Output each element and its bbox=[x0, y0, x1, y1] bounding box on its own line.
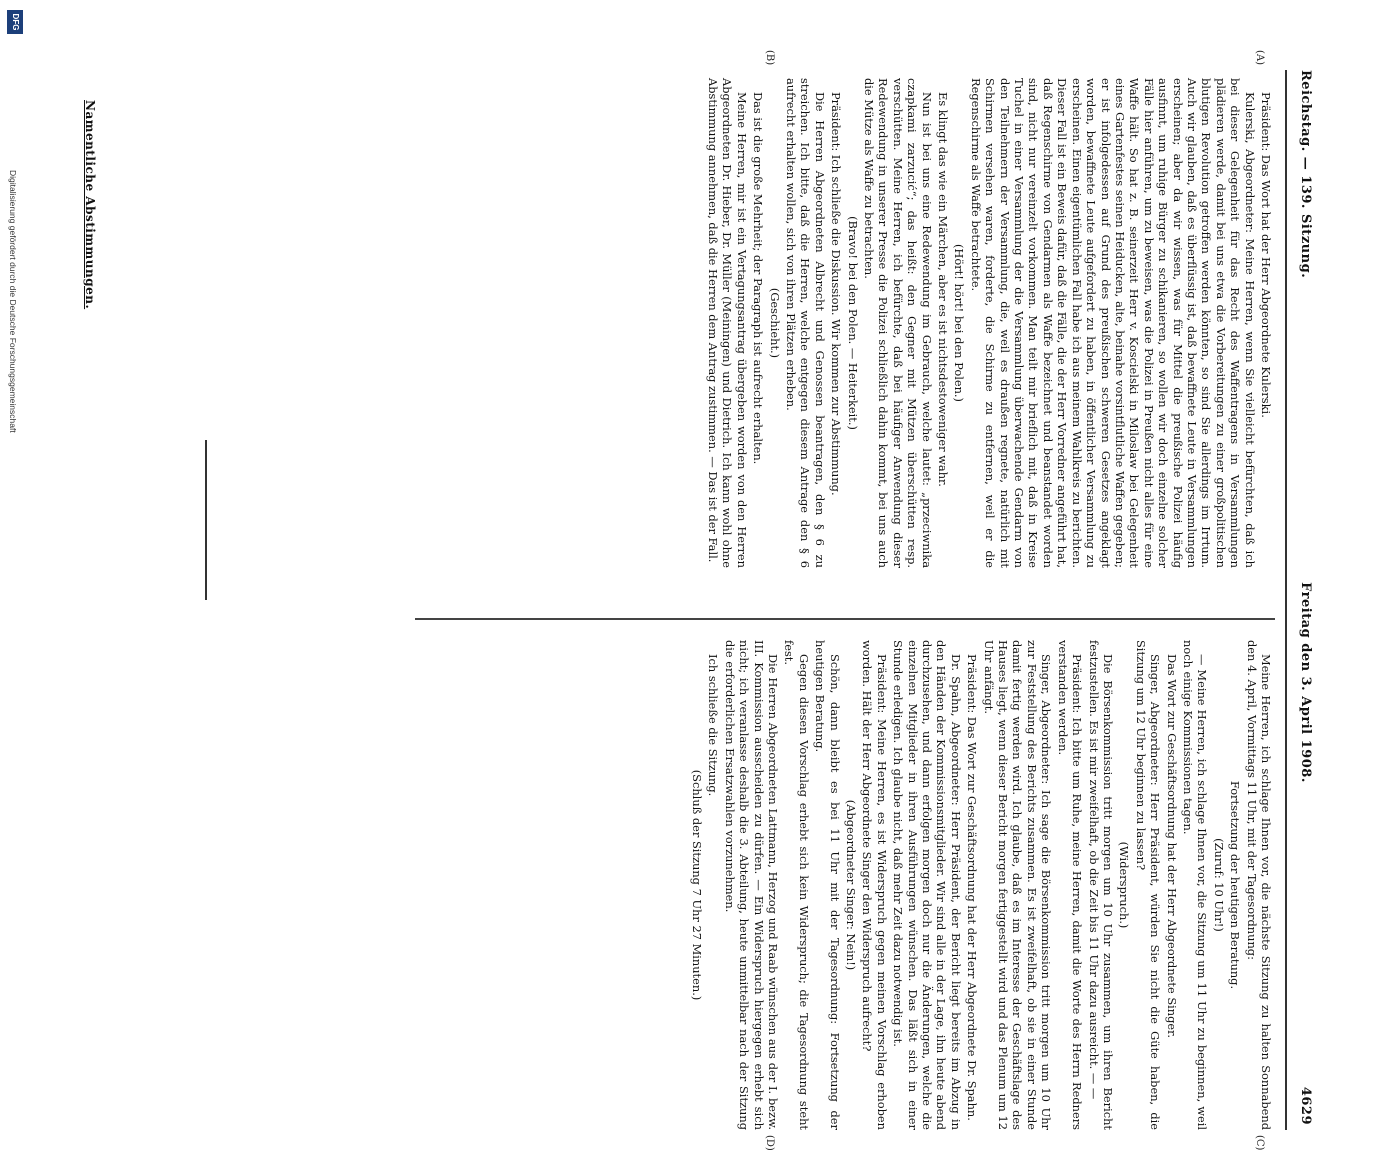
paragraph: Die Herren Abgeordneten Lattmann, Herzog und Raab wünschen aus der I. bezw. III. Kommission ausscheiden zu dürfen. — Ein Widerspruch hiergegen erhebt sich nicht; ich veranlasse deshalb die 3. Abteilung, heute unmittelbar nach der Sitzung die erforderlichen Ersatzwahlen vorzunehmen. bbox=[722, 640, 780, 1130]
interjection: (Widerspruch.) bbox=[1117, 841, 1132, 929]
paragraph: Das ist die große Mehrheit; der Paragraph ist aufrecht erhalten. bbox=[751, 92, 766, 465]
margin-mark-d: (D) bbox=[764, 1135, 775, 1151]
right-column bbox=[688, 640, 1273, 1130]
section-rule bbox=[206, 440, 208, 600]
paragraph: Singer, Abgeordneter: Ich sage die Börsenkommission tritt morgen um 10 Uhr zur Feststellung des Berichts zusammen. Es ist zweifelhaft, ob sie in einer Stunde damit fertig werden wird. Ich glaube, daß es im Interesse der Geschäftslage des Hauses liegt, wenn dieser Bericht morgen fertiggestellt wird und das Plenum um 12 Uhr anfängt. bbox=[981, 640, 1054, 1130]
paragraph: Präsident: Das Wort zur Geschäftsordnung hat der Herr Abgeordnete Dr. Spahn. bbox=[965, 654, 980, 1121]
section-title: Namentliche Abstimmungen. bbox=[83, 100, 97, 310]
paragraph: Meine Herren, mir ist ein Vertagungsantrag übergeben worden von den Herren Abgeordneten Dr. Hieber, Dr. Müller (Meiningen) und Dietrich. Ich kann wohl ohne Abstimmung annehmen, daß die Herren dem Antrag zustimmen. — Das ist der Fall. bbox=[705, 78, 749, 568]
paragraph: Gegen diesen Vorschlag erhebt sich kein Widerspruch; die Tagesordnung steht fest. bbox=[782, 640, 811, 1130]
paragraph: Singer, Abgeordneter: Herr Präsident, würden Sie nicht die Güte haben, die Sitzung um 12 Uhr beginnen zu lassen? bbox=[1133, 640, 1163, 1130]
margin-mark-b: (B) bbox=[764, 50, 775, 66]
paragraph: Ich schließe die Sitzung. bbox=[706, 654, 721, 797]
left-column bbox=[704, 78, 1273, 568]
interjection: (Bravo! bei den Polen. — Heiterkeit.) bbox=[845, 216, 860, 430]
paragraph: Präsident: Ich schließe die Diskussion. Wir kommen zur Abstimmung. bbox=[829, 92, 844, 496]
paragraph: Kulerski, Abgeordneter: Meine Herren, wenn Sie vielleicht befürchten, daß ich bei dieser Gelegenheit für das Recht des Waffentragens in Versammlungen plädieren werde, damit bei uns etwa die Vorbereitungen zu einer großpolitischen blutigen Revolution getroffen werden könnten, so sind Sie allerdings im Irrtum. Auch wir glauben, daß es überflüssig ist, daß bewaffnete Leute in Versammlungen erscheinen; aber da wir wissen, was für Mittel die preußische Polizei häufig ausfinnt, um ruhige Bürger zu schikanieren, so wollen wir doch einzelne solcher Fälle hier anführen, um zu beweisen, was die Polizei in Preußen nicht alles für eine Waffe hält. So hat z. B. seinerzeit Herr v. Koscielski in Miloslaw bei Gelegenheit eines Gartenfestes seinen Heiducken, alte, beinahe vorsintflutliche Waffen gegeben; er ist infolgedessen auf Grund des preußischen schweren Gesetzes angeklagt worden, bewaffnete Leute aufgefordert zu haben, in öffentlicher Versammlung zu erscheinen. Einen eigentümlichen Fall habe ich aus meinem Wahlkreis zu berichten. Dieser Fall ist ein Beweis dafür, daß die Fälle, die der Herr Vorredner angeführt hat, daß Regenschirme von Gendarmen als Waffe bezeichnet und beanstandet worden sind, nicht nur vereinzelt vorkommen. Man teilt mir brieflich mit, daß in Kreise Tuchel in einer Versammlung der die Versammlung überwachende Gendarm von den Teilnehmern der Versammlung, die, weil es draußen regnete, natürlich mit Schirmen versehen waren, forderte, die Schirme zu entfernen, weil er die Regenschirme als Waffe betrachtete. bbox=[968, 78, 1257, 568]
margin-mark-c: (C) bbox=[1254, 1135, 1265, 1151]
paragraph: Präsident: Ich bitte um Ruhe, meine Herren, damit die Worte des Herrn Redners verstanden werden. bbox=[1055, 640, 1085, 1130]
header-rule bbox=[1285, 70, 1287, 1130]
paragraph: Dr. Spahn, Abgeordneter: Herr Präsident, der Bericht liegt bereits im Abzug in den Händen der Kommissionsmitglieder. Wir sind alle in der Lage, ihn heute abend durchzusehen, und dann erfolgen morgen doch nur die Änderungen, welche die einzelnen Mitglieder in ihren Ausführungen wünschen. Das läßt sich in einer Stunde erledigen. Ich glaube nicht, daß mehr Zeit dazu notwendig ist. bbox=[891, 640, 963, 1130]
header-left: Reichstag. — 139. Sitzung. bbox=[1298, 70, 1313, 279]
agenda-item: Fortsetzung der heutigen Beratung. bbox=[1228, 780, 1243, 990]
margin-mark-a: (A) bbox=[1254, 50, 1265, 66]
session-end: (Schluß der Sitzung 7 Uhr 27 Minuten.) bbox=[689, 769, 704, 1001]
paragraph: Präsident: Das Wort hat der Herr Abgeordnete Kulerski. bbox=[1259, 92, 1273, 418]
paragraph: Es klingt das wie ein Märchen, aber es ist nichtsdestoweniger wahr. bbox=[936, 92, 951, 487]
interjection: (Zuruf: 10 Uhr!) bbox=[1211, 838, 1226, 932]
paragraph: Schön, dann bleibt es bei 11 Uhr mit der Tagesordnung: Fortsetzung der heutigen Beratung. bbox=[813, 640, 842, 1130]
digitization-note: Digitalisierung gefördert durch die Deutsche Forschungsgemeinschaft bbox=[8, 170, 18, 433]
interjection: (Hört! hört! bei den Polen.) bbox=[952, 243, 967, 402]
paragraph: Meine Herren, ich schlage Ihnen vor, die nächste Sitzung zu halten Sonnabend den 4. April, Vormittags 11 Uhr, mit der Tagesordnung: bbox=[1244, 640, 1273, 1130]
paragraph: Präsident: Meine Herren, es ist Widerspruch gegen meinen Vorschlag erhoben worden. Hält der Herr Abgeordnete Singer den Widerspruch aufrecht? bbox=[860, 640, 889, 1130]
paragraph: — Meine Herren, ich schlage Ihnen vor, die Sitzung um 11 Uhr zu beginnen, weil noch einige Kommissionen tagen. bbox=[1180, 640, 1210, 1130]
dfg-logo: DFG bbox=[7, 10, 23, 34]
interjection: (Geschieht.) bbox=[767, 287, 782, 359]
page-header bbox=[1298, 70, 1313, 1125]
page-number: 4629 bbox=[1298, 1086, 1313, 1125]
column-separator bbox=[415, 618, 1275, 620]
paragraph: Die Herren Abgeordneten Albrecht und Genossen beantragen, den § 6 zu streichen. Ich bitte, daß die Herren, welche entgegen diesem Antrage den § 6 aufrecht erhalten wollen, sich von ihren Plätzen erheben. bbox=[784, 78, 827, 568]
interjection: (Abgeordneter Singer: Nein!) bbox=[844, 799, 859, 971]
paragraph: Die Börsenkommission tritt morgen um 10 Uhr zusammen, um ihren Bericht festzustellen. Es ist mir zweifelhaft, ob die Zeit bis 11 Uhr dazu ausreicht. — — bbox=[1086, 640, 1115, 1130]
header-date: Freitag den 3. April 1908. bbox=[1298, 582, 1313, 783]
paragraph: Das Wort zur Geschäftsordnung hat der Herr Abgeordnete Singer. bbox=[1164, 654, 1179, 1038]
paragraph: Nun ist bei uns eine Redewendung im Gebrauch, welche lautet: „przeciwnika czapkami zarzucić“; das heißt: den Gegner mit Mützen überschütten resp. verschütten. Meine Herren, ich befürchte, daß bei häufiger Anwendung dieser Redewendung in unserer Presse die Polizei schließlich dahin kommt, bei uns auch die Mütze als Waffe zu betrachten. bbox=[862, 78, 934, 568]
